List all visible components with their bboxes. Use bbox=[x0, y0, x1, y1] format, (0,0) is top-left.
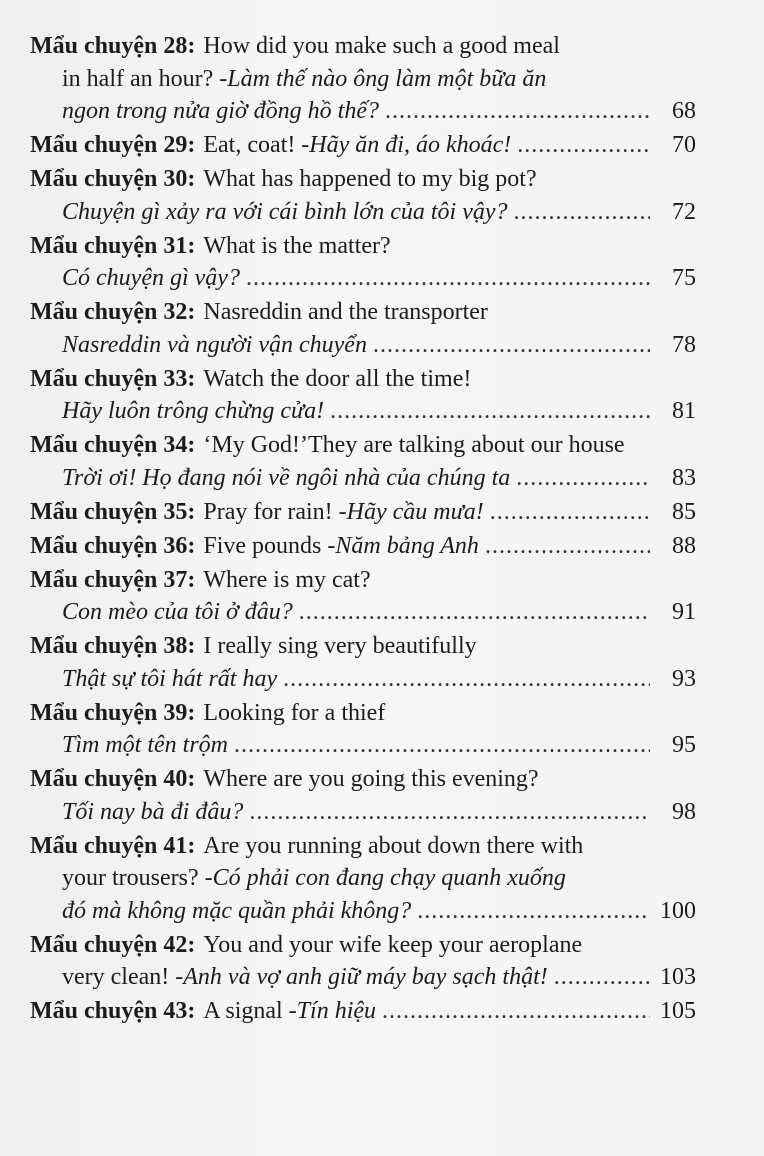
entry-label bbox=[30, 763, 195, 796]
title-english: I really sing very beautifully bbox=[203, 633, 477, 659]
entry-number: 36: bbox=[157, 532, 196, 559]
entry-label bbox=[30, 530, 195, 563]
title-vietnamese: Con mèo của tôi ở đâu? bbox=[62, 599, 293, 625]
toc-line bbox=[30, 596, 696, 629]
entry-label bbox=[30, 564, 195, 597]
page-number: 68 bbox=[672, 98, 696, 124]
toc-line bbox=[30, 995, 696, 1028]
page-number: 98 bbox=[672, 798, 696, 825]
entry-number: 28: bbox=[157, 33, 196, 59]
entry-number: 33: bbox=[157, 365, 196, 392]
page-number: 100 bbox=[660, 897, 696, 924]
toc-line bbox=[30, 296, 696, 329]
entry-number: 35: bbox=[157, 498, 196, 525]
entry-label bbox=[30, 830, 195, 863]
toc-line bbox=[30, 697, 696, 730]
toc-line bbox=[30, 30, 696, 63]
dot-leader bbox=[234, 729, 650, 762]
toc-entry bbox=[30, 564, 696, 629]
title-english: You and your wife keep your aeroplane bbox=[203, 931, 583, 958]
title-vietnamese: Trời ơi! Họ đang nói về ngôi nhà của chúng ta bbox=[62, 464, 511, 491]
title-english: Five pounds - bbox=[203, 532, 336, 559]
page-number: 88 bbox=[672, 532, 696, 559]
title-english: Nasreddin and the transporter bbox=[203, 299, 488, 325]
dot-leader bbox=[485, 530, 650, 563]
title-vietnamese: Tìm một tên trộm bbox=[62, 732, 229, 758]
entry-label bbox=[30, 129, 195, 162]
dot-leader bbox=[554, 961, 650, 994]
toc-entry bbox=[30, 429, 696, 494]
entry-number: 30: bbox=[157, 166, 196, 192]
entry-label bbox=[30, 995, 195, 1028]
toc-line bbox=[30, 830, 696, 863]
entry-number: 41: bbox=[157, 832, 196, 859]
title-english: What is the matter? bbox=[203, 232, 391, 259]
entry-prefix: Mẩu chuyện bbox=[30, 232, 158, 259]
entry-label bbox=[30, 230, 195, 263]
title-english: in half an hour? - bbox=[62, 65, 228, 92]
toc-line bbox=[30, 230, 696, 263]
title-vietnamese: Hãy ăn đi, áo khoác! bbox=[309, 132, 512, 158]
toc-entry bbox=[30, 296, 696, 361]
toc-entry bbox=[30, 363, 696, 428]
entry-number: 39: bbox=[157, 699, 196, 726]
toc-line bbox=[30, 961, 696, 994]
title-vietnamese: Hãy luôn trông chừng cửa! bbox=[62, 398, 325, 424]
entry-prefix: Mẩu chuyện bbox=[30, 566, 158, 593]
title-vietnamese: Thật sự tôi hát rất hay bbox=[62, 665, 278, 692]
toc-line bbox=[30, 163, 696, 196]
entry-prefix: Mẩu chuyện bbox=[30, 699, 158, 726]
entry-prefix: Mẩu chuyện bbox=[30, 633, 158, 659]
title-vietnamese: Có phải con đang chạy quanh xuống bbox=[212, 865, 566, 891]
title-english: Eat, coat! - bbox=[203, 132, 310, 158]
page-number: 70 bbox=[672, 132, 696, 158]
dot-leader bbox=[382, 995, 650, 1028]
entry-number: 32: bbox=[157, 299, 196, 325]
toc-entry bbox=[30, 830, 696, 928]
title-vietnamese: Tín hiệu bbox=[296, 998, 377, 1024]
entry-label bbox=[30, 697, 195, 730]
title-vietnamese: Có chuyện gì vậy? bbox=[62, 265, 240, 291]
toc-entry bbox=[30, 530, 696, 563]
dot-leader bbox=[373, 329, 650, 362]
title-english: Looking for a thief bbox=[203, 699, 386, 726]
dot-leader bbox=[330, 395, 650, 428]
entry-prefix: Mẩu chuyện bbox=[30, 132, 158, 158]
entry-number: 40: bbox=[157, 766, 196, 792]
title-english: Where is my cat? bbox=[203, 566, 371, 593]
toc-entry bbox=[30, 995, 696, 1028]
title-english: What has happened to my big pot? bbox=[203, 166, 537, 192]
title-english: Where are you going this evening? bbox=[203, 766, 539, 792]
toc-entry bbox=[30, 496, 696, 529]
page-number: 75 bbox=[672, 265, 696, 291]
toc-entry bbox=[30, 697, 696, 762]
toc-line bbox=[30, 63, 696, 96]
page-number: 91 bbox=[672, 599, 696, 625]
toc-entry bbox=[30, 230, 696, 295]
toc-line bbox=[30, 329, 696, 362]
toc-line bbox=[30, 862, 696, 895]
entry-number: 37: bbox=[157, 566, 196, 593]
toc-line bbox=[30, 763, 696, 796]
entry-number: 31: bbox=[157, 232, 196, 259]
toc-line bbox=[30, 895, 696, 928]
toc-line bbox=[30, 564, 696, 597]
dot-leader bbox=[299, 596, 650, 629]
entry-number: 42: bbox=[157, 931, 196, 958]
dot-leader bbox=[249, 796, 650, 829]
title-vietnamese: Nasreddin và người vận chuyển bbox=[62, 331, 367, 358]
title-english: very clean! - bbox=[62, 964, 184, 990]
dot-leader bbox=[283, 663, 650, 696]
title-vietnamese: Hãy cầu mưa! bbox=[346, 498, 484, 525]
entry-prefix: Mẩu chuyện bbox=[30, 498, 158, 525]
toc-entry bbox=[30, 929, 696, 994]
title-english: Are you running about down there with bbox=[203, 832, 584, 859]
toc-line bbox=[30, 663, 696, 696]
entry-number: 34: bbox=[157, 432, 196, 458]
entry-label bbox=[30, 929, 195, 962]
toc-entry bbox=[30, 630, 696, 695]
entry-prefix: Mẩu chuyện bbox=[30, 931, 158, 958]
title-vietnamese: Anh và vợ anh giữ máy bay sạch thật! bbox=[183, 964, 548, 990]
toc-entry bbox=[30, 763, 696, 828]
dot-leader bbox=[516, 462, 650, 495]
toc-line bbox=[30, 395, 696, 428]
page-number: 78 bbox=[672, 331, 696, 358]
toc-line bbox=[30, 530, 696, 563]
entry-label bbox=[30, 496, 195, 529]
toc-line bbox=[30, 496, 696, 529]
title-english: Pray for rain! - bbox=[203, 498, 347, 525]
toc-line bbox=[30, 363, 696, 396]
page-number: 72 bbox=[672, 198, 696, 225]
title-english: Watch the door all the time! bbox=[203, 365, 472, 392]
entry-label bbox=[30, 630, 195, 663]
title-vietnamese: Tối nay bà đi đâu? bbox=[62, 798, 244, 825]
dot-leader bbox=[517, 129, 650, 162]
dot-leader bbox=[514, 196, 650, 229]
dot-leader bbox=[417, 895, 650, 928]
title-english: A signal - bbox=[203, 998, 297, 1024]
title-vietnamese: Làm thế nào ông làm một bữa ăn bbox=[227, 65, 547, 92]
entry-number: 29: bbox=[157, 132, 196, 158]
page-number: 93 bbox=[672, 665, 696, 692]
entry-prefix: Mẩu chuyện bbox=[30, 532, 158, 559]
dot-leader bbox=[490, 496, 650, 529]
entry-prefix: Mẩu chuyện bbox=[30, 365, 158, 392]
title-vietnamese: Chuyện gì xảy ra với cái bình lớn của tôi vậy? bbox=[62, 198, 508, 225]
toc-line bbox=[30, 129, 696, 162]
entry-number: 38: bbox=[157, 633, 196, 659]
toc-entry bbox=[30, 30, 696, 128]
toc-line bbox=[30, 630, 696, 663]
toc-entry bbox=[30, 129, 696, 162]
entry-label bbox=[30, 363, 195, 396]
entry-label bbox=[30, 296, 195, 329]
toc-line bbox=[30, 729, 696, 762]
dot-leader bbox=[246, 262, 650, 295]
title-english: How did you make such a good meal bbox=[203, 33, 560, 59]
entry-prefix: Mẩu chuyện bbox=[30, 432, 158, 458]
toc-line bbox=[30, 429, 696, 462]
toc-entry bbox=[30, 163, 696, 228]
title-vietnamese: đó mà không mặc quần phải không? bbox=[62, 897, 412, 924]
page-number: 85 bbox=[672, 498, 696, 525]
title-vietnamese: Năm bảng Anh bbox=[335, 532, 479, 559]
entry-prefix: Mẩu chuyện bbox=[30, 299, 158, 325]
toc-line bbox=[30, 462, 696, 495]
page-number: 103 bbox=[660, 964, 696, 990]
entry-label bbox=[30, 30, 195, 63]
page-number: 83 bbox=[672, 464, 696, 491]
entry-prefix: Mẩu chuyện bbox=[30, 166, 158, 192]
toc-line bbox=[30, 95, 696, 128]
entry-prefix: Mẩu chuyện bbox=[30, 766, 158, 792]
title-vietnamese: ngon trong nửa giờ đồng hồ thế? bbox=[62, 98, 380, 124]
entry-label bbox=[30, 429, 195, 462]
dot-leader bbox=[385, 95, 650, 128]
page-number: 105 bbox=[660, 998, 696, 1024]
toc-line bbox=[30, 796, 696, 829]
table-of-contents bbox=[30, 30, 696, 1029]
entry-prefix: Mẩu chuyện bbox=[30, 832, 158, 859]
entry-prefix: Mẩu chuyện bbox=[30, 998, 158, 1024]
entry-number: 43: bbox=[157, 998, 196, 1024]
entry-label bbox=[30, 163, 195, 196]
title-english: your trousers? - bbox=[62, 865, 213, 891]
toc-line bbox=[30, 262, 696, 295]
page-number: 95 bbox=[672, 732, 696, 758]
toc-line bbox=[30, 929, 696, 962]
page-number: 81 bbox=[672, 398, 696, 424]
toc-line bbox=[30, 196, 696, 229]
entry-prefix: Mẩu chuyện bbox=[30, 33, 158, 59]
title-english: ‘My God!’They are talking about our house bbox=[203, 432, 625, 458]
